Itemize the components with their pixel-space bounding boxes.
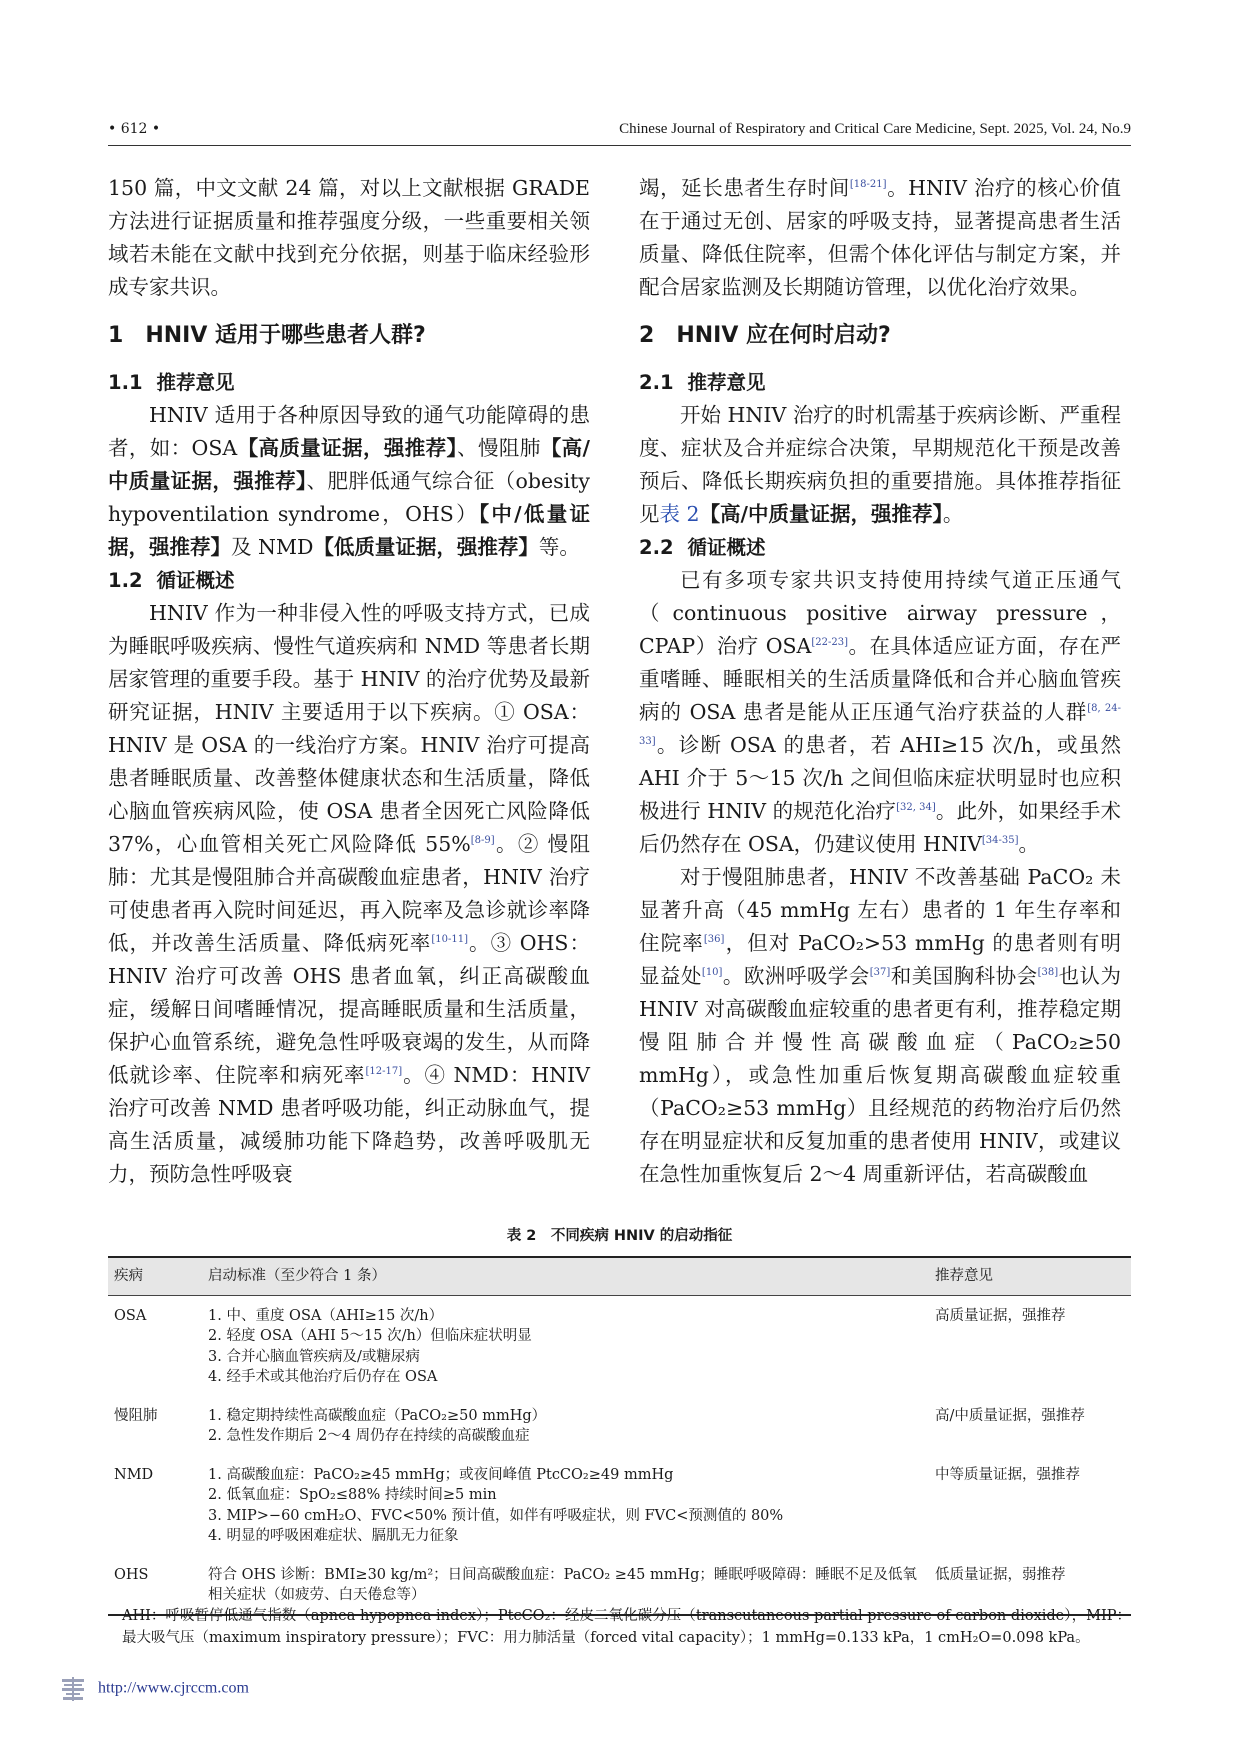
subsection-title: 循证概述: [156, 569, 235, 592]
subsection-number: 2.2: [639, 536, 674, 559]
criterion: 1. 稳定期持续性高碳酸血症（PaCO₂≥50 mmHg）: [208, 1407, 547, 1424]
text-run: HNIV 适用于各种原因导致的通气功能障碍的患者，如：OSA: [108, 403, 590, 460]
criterion: 2. 轻度 OSA（AHI 5～15 次/h）但临床症状明显: [208, 1328, 532, 1344]
text-run: 。HNIV 治疗的核心价值在于通过无创、居家的呼吸支持，显著提高患者生活质量、降低住院率，但需个体化评估与制定方案，并配合居家监测及长期随访管理，以优化治疗效果。: [639, 176, 1122, 299]
text-run: 。: [942, 502, 964, 526]
evidence-grade: 【高质量证据，强推荐】: [237, 436, 458, 460]
column-header: 疾病: [108, 1257, 202, 1295]
text-run: 。④ NMD：HNIV 治疗可改善 NMD 患者呼吸功能，纠正动脉血气，提高生活质量，减缓肺功能下降趋势，改善呼吸肌无力，预防急性呼吸衰: [108, 1063, 590, 1186]
recommendation-2-1: [639, 399, 1121, 531]
citation[interactable]: [12-17]: [365, 1066, 403, 1078]
subsection-title: 循证概述: [687, 536, 766, 559]
subsection-title: 推荐意见: [156, 371, 235, 394]
evidence-grade: 【高/中质量证据，强推荐】: [699, 502, 943, 526]
evidence-grade: 【高/中质量证据，强推荐】: [108, 436, 590, 493]
journal-url-link[interactable]: http://www.cjrccm.com: [98, 1679, 249, 1697]
citation[interactable]: [10]: [701, 967, 723, 979]
criterion: 4. 明显的呼吸困难症状、膈肌无力征象: [208, 1528, 459, 1544]
column-header: 推荐意见: [929, 1257, 1131, 1295]
citation[interactable]: [37]: [869, 967, 891, 979]
criterion: 4. 经手术或其他治疗后仍存在 OSA: [208, 1369, 438, 1385]
criterion: 符合 OHS 诊断：BMI≥30 kg/m²；日间高碳酸血症：PaCO₂ ≥45 mmHg；睡眠呼吸障碍：睡眠不足及低氧相关症状（如疲劳、白天倦怠等）: [208, 1566, 917, 1603]
text-run: 、慢阻肺: [457, 436, 541, 460]
citation[interactable]: [34-35]: [981, 835, 1019, 847]
text-run: 。③ OHS：HNIV 治疗可改善 OHS 患者血氧，纠正高碳酸血症，缓解日间嗜睡情况，提高睡眠质量和生活质量，保护心血管系统，避免急性呼吸衰竭的发生，从而降低就诊率、住院率和病死率: [108, 931, 591, 1087]
disease-cell: NMD: [114, 1466, 154, 1483]
section-2-heading: [639, 318, 1121, 354]
page-number: • 612 •: [108, 121, 161, 137]
subsection-1-1-heading: [108, 366, 590, 399]
right-column: [639, 172, 1121, 1191]
text-run: 等。: [538, 535, 580, 559]
subsection-number: 2.1: [639, 371, 674, 394]
subsection-2-2-heading: [639, 531, 1121, 564]
recommendation-cell: 高/中质量证据，强推荐: [935, 1407, 1085, 1424]
section-title: HNIV 应在何时启动?: [676, 323, 891, 348]
citation[interactable]: [32, 34]: [896, 802, 936, 814]
criterion: 2. 低氧血症：SpO₂≤88% 持续时间≥5 min: [208, 1487, 497, 1503]
text-run: 对于慢阻肺患者，HNIV 不改善基础 PaCO₂ 未显著升高（45 mmHg 左右）患者的 1 年生存率和住院率: [639, 865, 1121, 955]
disease-cell: OSA: [114, 1307, 147, 1324]
citation[interactable]: [18-21]: [849, 179, 887, 191]
hniv-initiation-table: [108, 1256, 1131, 1616]
intro-paragraph: 150 篇，中文文献 24 篇，对以上文献根据 GRADE 方法进行证据质量和推荐强度分级，一些重要相关领域若未能在文献中找到充分依据，则基于临床经验形成专家共识。: [108, 176, 590, 299]
citation[interactable]: [8-9]: [470, 835, 495, 847]
text-run: 。欧洲呼吸学会: [722, 964, 870, 988]
criterion: 2. 急性发作期后 2～4 周仍存在持续的高碳酸血症: [208, 1428, 530, 1444]
footer: [60, 1676, 249, 1702]
text-run: 。: [1018, 832, 1040, 856]
criterion: 1. 高碳酸血症：PaCO₂≥45 mmHg；或夜间峰值 PtcCO₂≥49 mmHg: [208, 1466, 674, 1483]
citation[interactable]: [22-23]: [811, 637, 849, 649]
disease-cell: OHS: [114, 1566, 149, 1583]
column-header: 启动标准（至少符合 1 条）: [202, 1257, 929, 1295]
table-footnote: AHI：呼吸暂停低通气指数（apnea hypopnea index）；PtcCO₂：经皮二氧化碳分压（transcutaneous partial pressure of carbon dioxide），MIP：最大吸气压（maximum inspiratory pressure）；FVC：用力肺活量（forced vital capacity）；1 mmHg=0.133 kPa，1 cmH₂O=0.098 kPa。: [122, 1608, 1131, 1646]
section-title: HNIV 适用于哪些患者人群?: [145, 323, 426, 348]
text-run: ，但对 PaCO₂>53 mmHg 的患者则有明显益处: [639, 931, 1122, 988]
left-column: [108, 172, 590, 1191]
header-rule: [108, 145, 1131, 146]
table-header-row: [108, 1257, 1131, 1295]
subsection-1-2-heading: [108, 564, 590, 597]
recommendation-cell: 低质量证据，弱推荐: [935, 1566, 1066, 1583]
criterion: 3. 合并心脑血管疾病及/或糖尿病: [208, 1348, 420, 1365]
text-run: 。在具体适应证方面，存在严重嗜睡、睡眠相关的生活质量降低和合并心脑血管疾病的 OSA 患者是能从正压通气治疗获益的人群: [639, 634, 1122, 724]
text-run: 竭，延长患者生存时间: [639, 176, 850, 200]
section-number: 2: [639, 323, 655, 348]
journal-logo-icon: [60, 1676, 86, 1702]
table-row: [108, 1455, 1131, 1555]
text-run: 及 NMD: [231, 535, 314, 559]
text-run: 和美国胸科协会: [890, 964, 1038, 988]
criteria-cell: [202, 1295, 929, 1396]
text-run: 开始 HNIV 治疗的时机需基于疾病诊断、严重程度、症状及合并症综合决策，早期规范化干预是改善预后、降低长期疾病负担的重要措施。具体推荐指征见: [639, 403, 1121, 526]
copd-paragraph: [639, 861, 1121, 1191]
text-run: 也认为 HNIV 对高碳酸血症较重的患者更有利，推荐稳定期慢阻肺合并慢性高碳酸血症（PaCO₂≥50 mmHg），或急性加重后恢复期高碳酸血症较重（PaCO₂≥53 mmHg）且经规范的药物治疗后仍然存在明显症状和反复加重的患者使用 HNIV，或建议在急性加重恢复后 2～4 周重新评估，若高碳酸血: [639, 964, 1122, 1186]
continued-paragraph: [639, 172, 1121, 304]
recommendation-1-1: [108, 399, 590, 564]
subsection-2-1-heading: [639, 366, 1121, 399]
text-run: 、肥胖低通气综合征（obesity hypoventilation syndrome，OHS）: [108, 469, 590, 526]
citation[interactable]: [36]: [703, 934, 725, 946]
table-row: [108, 1295, 1131, 1396]
citation[interactable]: [10-11]: [431, 934, 468, 946]
evidence-grade: 【低质量证据，强推荐】: [313, 535, 539, 559]
criterion: 1. 中、重度 OSA（AHI≥15 次/h）: [208, 1307, 444, 1324]
text-run: 。② 慢阻肺：尤其是慢阻肺合并高碳酸血症患者，HNIV 治疗可使患者再入院时间延迟，再入院率及急诊就诊率降低，并改善生活质量、降低病死率: [108, 832, 590, 955]
criteria-cell: [202, 1396, 929, 1455]
text-run: 。诊断 OSA 的患者，若 AHI≥15 次/h，或虽然 AHI 介于 5～15 次/h 之间但临床症状明显时也应积极进行 HNIV 的规范化治疗: [639, 733, 1121, 823]
criterion: 3. MIP>−60 cmH₂O、FVC<50% 预计值，如伴有呼吸症状，则 FVC<预测值的 80%: [208, 1507, 784, 1524]
evidence-grade: 【中/低量证据，强推荐】: [108, 502, 590, 559]
citation[interactable]: [8, 24-33]: [639, 703, 1122, 748]
recommendation-cell: 高质量证据，强推荐: [935, 1307, 1066, 1324]
evidence-summary-1-2: [108, 597, 590, 1191]
subsection-title: 推荐意见: [687, 371, 766, 394]
text-run: HNIV 作为一种非侵入性的呼吸支持方式，已成为睡眠呼吸疾病、慢性气道疾病和 NMD 等患者长期居家管理的重要手段。基于 HNIV 的治疗优势及最新研究证据，HNIV 主要适用于以下疾病。① OSA：HNIV 是 OSA 的一线治疗方案。HNIV 治疗可提高患者睡眠质量、改善整体健康状态和生活质量，降低心脑血管疾病风险，使 OSA 患者全因死亡风险降低 37%，心血管相关死亡风险降低 55%: [108, 601, 590, 856]
criteria-cell: [202, 1455, 929, 1555]
table-link[interactable]: 表 2: [659, 502, 700, 526]
table-row: [108, 1396, 1131, 1455]
recommendation-cell: 中等质量证据，强推荐: [935, 1466, 1080, 1483]
section-number: 1: [108, 323, 124, 348]
journal-header: Chinese Journal of Respiratory and Critical Care Medicine, Sept. 2025, Vol. 24, No.9: [619, 121, 1131, 137]
section-1-heading: [108, 318, 590, 354]
citation[interactable]: [38]: [1037, 967, 1059, 979]
text-run: 已有多项专家共识支持使用持续气道正压通气（continuous positive airway pressure，CPAP）治疗 OSA: [639, 568, 1121, 658]
evidence-summary-2-2: [639, 564, 1121, 861]
subsection-number: 1.1: [108, 371, 143, 394]
table-caption: 表 2 不同疾病 HNIV 的启动指征: [506, 1228, 733, 1244]
text-run: 。此外，如果经手术后仍然存在 OSA，仍建议使用 HNIV: [639, 799, 1121, 856]
disease-cell: 慢阻肺: [114, 1407, 158, 1424]
subsection-number: 1.2: [108, 569, 143, 592]
